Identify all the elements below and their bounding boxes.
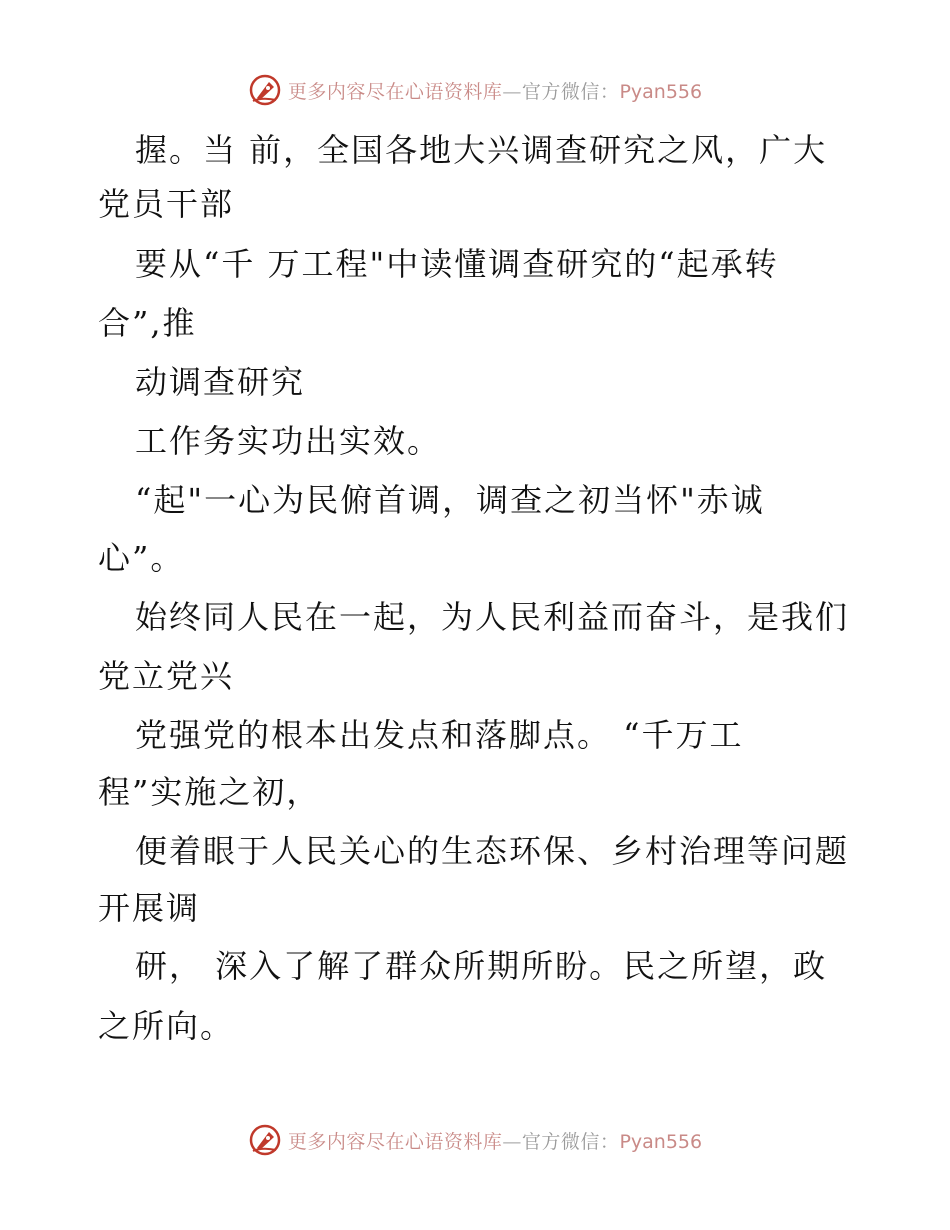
body-line: “起"一心为民俯首调，调查之初当怀"赤诚	[135, 481, 765, 519]
body-line: 便着眼于人民关心的生态环保、乡村治理等问题	[135, 832, 850, 870]
banner-message	[288, 77, 702, 104]
body-line: 开展调	[98, 889, 201, 927]
banner-message	[288, 1127, 702, 1154]
body-line: 握。当 前，全国各地大兴调查研究之风，广大	[135, 131, 828, 169]
body-line: 合”,推	[98, 304, 197, 342]
body-line: 动调查研究	[135, 363, 306, 401]
banner-label: 官方微信：	[521, 1130, 620, 1153]
banner-label: 官方微信：	[521, 80, 620, 103]
banner-wechat-id: Pyan556	[619, 1130, 703, 1153]
body-line: 研， 深入了解了群众所期所盼。民之所望，政	[135, 947, 828, 985]
banner-title: 更多内容尽在心语资料库	[287, 80, 503, 103]
body-line: 党员干部	[98, 185, 235, 223]
banner-separator: —	[502, 1130, 522, 1153]
body-line: 党立党兴	[98, 657, 235, 695]
header-banner	[0, 70, 950, 110]
body-line: 始终同人民在一起，为人民利益而奋斗，是我们	[135, 598, 850, 636]
body-line: 工作务实功出实效。	[135, 422, 442, 460]
body-line: 心”。	[98, 539, 185, 577]
banner-separator: —	[502, 80, 522, 103]
pen-nib-logo-icon	[248, 1123, 282, 1157]
body-line: 要从“千 万工程"中读懂调查研究的“起承转	[135, 245, 779, 283]
banner-title: 更多内容尽在心语资料库	[287, 1130, 503, 1153]
banner-wechat-id: Pyan556	[619, 80, 703, 103]
body-line: 党强党的根本出发点和落脚点。 “千万工	[135, 716, 744, 754]
pen-nib-logo-icon	[248, 73, 282, 107]
body-line: 之所向。	[98, 1007, 235, 1045]
body-line: 程”实施之初，	[98, 773, 321, 811]
footer-banner	[0, 1120, 950, 1160]
